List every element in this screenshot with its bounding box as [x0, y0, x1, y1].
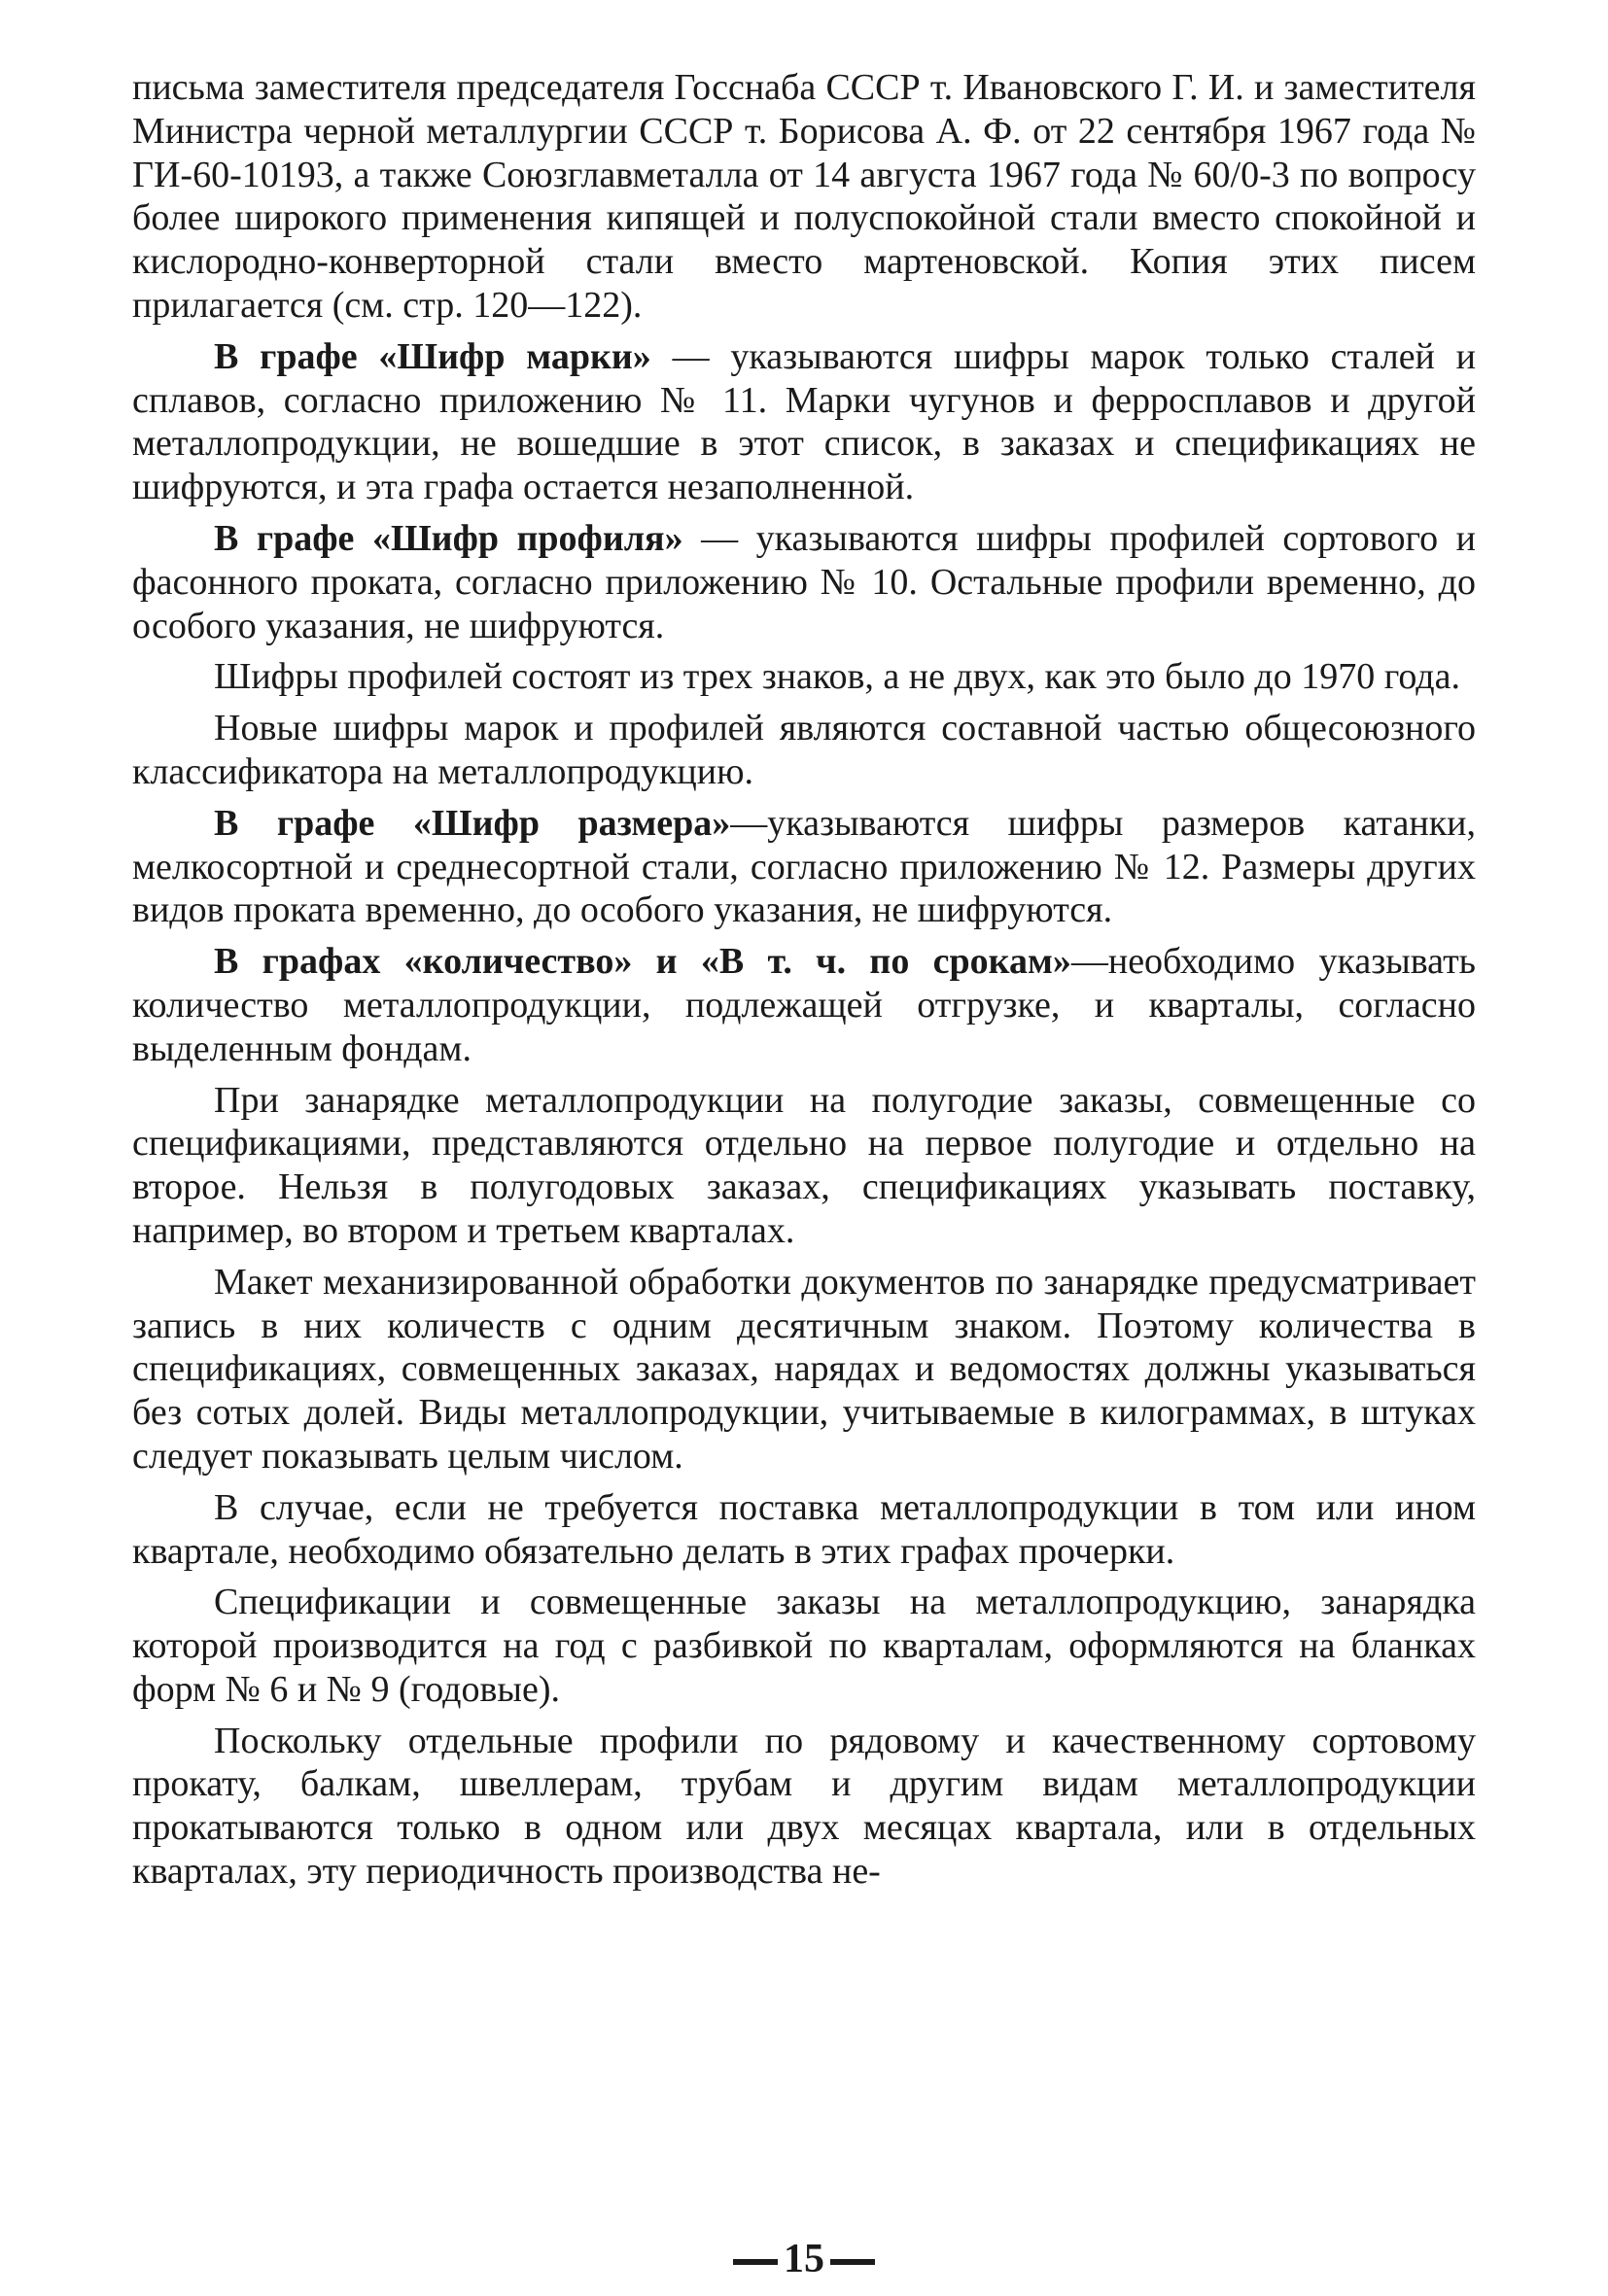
body-text [132, 66, 1476, 1901]
paragraph-text: При занарядке металлопродукции на полугодие заказы, совмещенные со спецификациями, представляются отдельно на первое полугодие и отдельно на второе. Нельзя в полугодовых заказах, спецификациях указывать поставку, например, во втором и третьем кварталах. [132, 1079, 1476, 1251]
paragraph-periodichnost [132, 1720, 1476, 1894]
paragraph-text: Шифры профилей состоят из трех знаков, а не двух, как это было до 1970 года. [214, 656, 1460, 698]
paragraph-shifr-marki [132, 335, 1476, 509]
paragraph-continuation [132, 66, 1476, 328]
decorative-dash-left [733, 2259, 778, 2265]
paragraph-text: В случае, если не требуется поставка металлопродукции в том или ином квартале, необходимо обязательно делать в этих графах прочерки. [132, 1486, 1476, 1572]
paragraph-shifr-profilya [132, 517, 1476, 647]
page-number [0, 2236, 1608, 2282]
paragraph-text: — указываются шифры профилей сортового и фасонного проката, согласно приложению № 10. Остальные профили временно, до особого указания, не шифруются. [132, 517, 1476, 646]
paragraph-polugodie [132, 1079, 1476, 1253]
decorative-dash-right [830, 2259, 875, 2265]
paragraph-text: Спецификации и совмещенные заказы на металлопродукцию, занарядка которой производится на год с разбивкой по кварталам, оформляются на бланках форм № 6 и № 9 (годовые). [132, 1582, 1476, 1710]
paragraph-text: письма заместителя председателя Госснаба СССР т. Ивановского Г. И. и заместителя Министра черной металлургии СССР т. Борисова А. Ф. от 22 сентября 1967 года № ГИ-60-10193, а также Союзглавметалла от 14 августа 1967 года № 60/0-3 по вопросу более широкого применения кипящей и полуспокойной стали вместо спокойной и кислородно-конверторной стали вместо мартеновской. Копия этих писем прилагается (см. стр. 120—122). [132, 67, 1476, 326]
paragraph-lead: В графе «Шифр профиля» [214, 517, 683, 559]
paragraph-shifr-razmera [132, 802, 1476, 932]
paragraph-text: Макет механизированной обработки документов по занарядке предусматривает запись в них количеств с одним десятичным знаком. Поэтому количества в спецификациях, совмещенных заказах, нарядах и ведомостях должны указываться без сотых долей. Виды металлопродукции, учитываемые в килограммах, в штуках следует показывать целым числом. [132, 1261, 1476, 1477]
paragraph-novye-shifry [132, 707, 1476, 794]
paragraph-text: Поскольку отдельные профили по рядовому и качественному сортовому прокату, балкам, швеллерам, трубам и другим видам металлопродукции прокатываются только в одном или двух месяцах квартала, или в отдельных кварталах, эту периодичность производства не- [132, 1720, 1476, 1893]
paragraph-maket [132, 1261, 1476, 1478]
paragraph-lead: В графе «Шифр размера» [214, 802, 731, 844]
paragraph-text: — указываются шифры марок только сталей и сплавов, согласно приложению № 11. Марки чугунов и ферросплавов и другой металлопродукции, не вошедшие в этот список, в заказах и спецификациях не шифруются, и эта графа остается незаполненной. [132, 335, 1476, 508]
paragraph-kolichestvo [132, 940, 1476, 1070]
paragraph-text: Новые шифры марок и профилей являются составной частью общесоюзного классификатора на металлопродукцию. [132, 708, 1476, 792]
paragraph-shifry-profilej [132, 655, 1476, 699]
page-number-value: 15 [784, 2237, 824, 2281]
paragraph-text: —указываются шифры размеров катанки, мелкосортной и среднесортной стали, согласно приложению № 12. Размеры других видов проката временно, до особого указания, не шифруются. [132, 802, 1476, 931]
paragraph-lead: В графе «Шифр марки» [214, 335, 651, 377]
paragraph-spetsifikatsii [132, 1581, 1476, 1711]
paragraph-lead: В графах «количество» и «В т. ч. по срокам» [214, 941, 1071, 983]
paragraph-text: —необходимо указывать количество металлопродукции, подлежащей отгрузке, и кварталы, согласно выделенным фондам. [132, 941, 1477, 1069]
paragraph-prochrki [132, 1486, 1476, 1574]
